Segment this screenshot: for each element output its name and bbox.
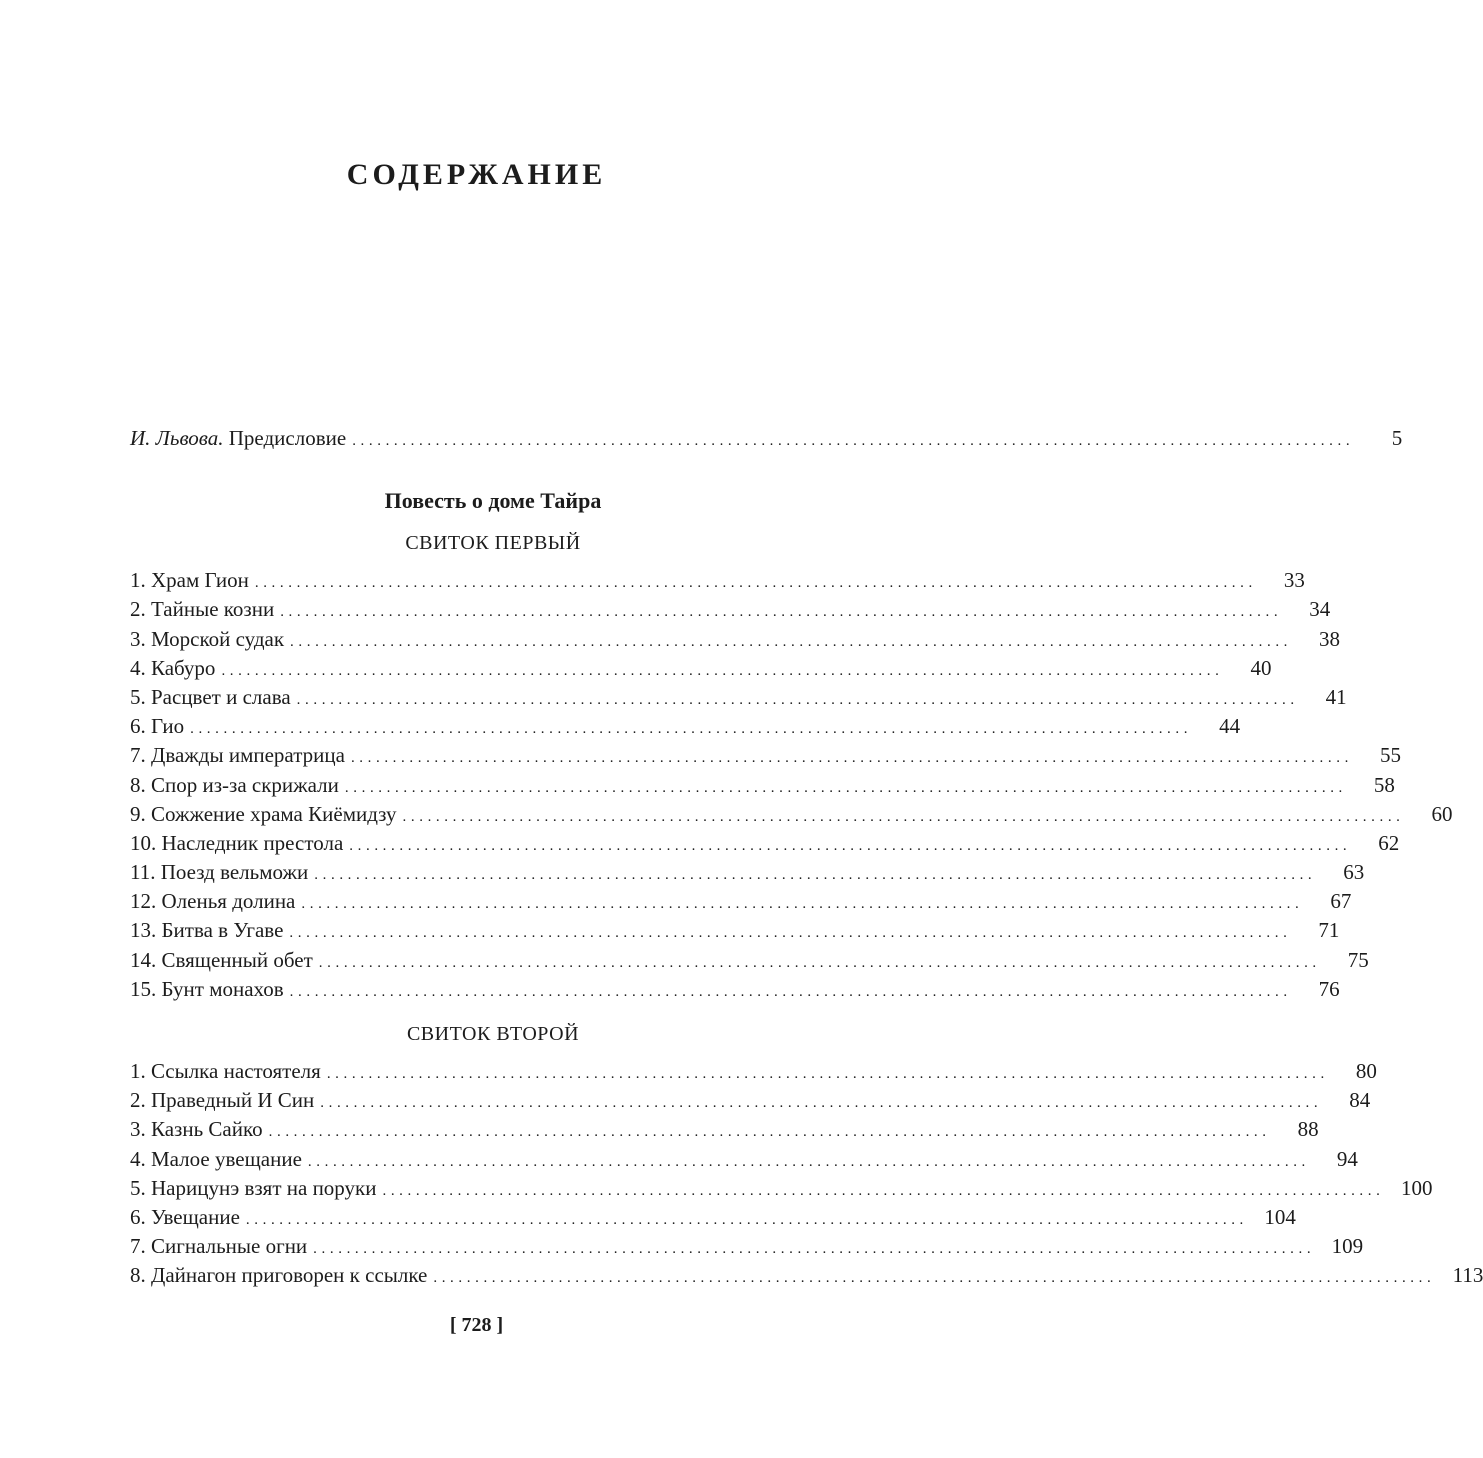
dot-leader: ........................................................................................................................ — [320, 1095, 1323, 1112]
toc-entry-page: 104 — [1264, 1204, 1296, 1229]
toc-entry-label: 4. Кабуро — [130, 655, 216, 680]
toc-entry-page: 62 — [1378, 830, 1400, 855]
dot-leader: ........................................................................................................................ — [349, 837, 1352, 854]
toc-entry-page: 84 — [1349, 1088, 1371, 1113]
toc-entry-label: 3. Казнь Сайко — [130, 1117, 263, 1142]
toc-entry-label: 7. Сигнальные огни — [130, 1234, 308, 1259]
toc-entry-page: 40 — [1250, 655, 1272, 680]
toc-entry — [130, 1174, 1433, 1203]
toc-entry — [130, 1261, 1483, 1290]
toc-entry-page: 44 — [1219, 714, 1241, 739]
toc-entry-label: 15. Бунт монахов — [130, 976, 284, 1001]
toc-entry-label: 4. Малое увещание — [130, 1146, 302, 1171]
preface-title: Предисловие — [223, 426, 347, 450]
toc-entry — [130, 1115, 1319, 1144]
toc-entry — [130, 1057, 1377, 1086]
toc-entry-page: 60 — [1431, 801, 1453, 826]
dot-leader: ........................................................................................................................ — [352, 433, 1355, 449]
dot-leader: ........................................................................................................................ — [245, 1211, 1248, 1228]
toc-entry — [130, 595, 1331, 624]
toc-entry-page: 75 — [1347, 947, 1369, 972]
toc-entry — [130, 975, 1340, 1004]
toc-entry-label: 14. Священный обет — [130, 947, 313, 972]
toc-entry-label: 10. Наследник престола — [130, 830, 344, 855]
toc-entry-preface — [130, 424, 1403, 453]
dot-leader: ........................................................................................................................ — [402, 808, 1405, 825]
dot-leader: ........................................................................................................................ — [344, 779, 1347, 796]
toc-entry-label: 1. Храм Гион — [130, 568, 249, 593]
toc-entry — [130, 771, 1395, 800]
dot-leader: ........................................................................................................................ — [382, 1182, 1385, 1199]
toc-entry-page: 63 — [1343, 860, 1365, 885]
toc-entry-label: 2. Тайные козни — [130, 597, 275, 622]
toc-entry — [130, 916, 1340, 945]
preface-author: И. Львова. — [130, 426, 224, 450]
page-title: СОДЕРЖАНИЕ — [346, 158, 607, 191]
toc-entry — [130, 683, 1347, 712]
dot-leader: ........................................................................................................................ — [280, 604, 1283, 621]
dot-leader: ........................................................................................................................ — [314, 867, 1317, 884]
dot-leader: ........................................................................................................................ — [301, 896, 1304, 913]
dot-leader: ........................................................................................................................ — [221, 662, 1224, 679]
dot-leader: ........................................................................................................................ — [313, 1241, 1316, 1258]
toc-entry — [130, 654, 1272, 683]
toc-entry — [130, 566, 1305, 595]
toc-entry — [130, 946, 1369, 975]
dot-leader: ........................................................................................................................ — [290, 633, 1293, 650]
dot-leader: ........................................................................................................................ — [289, 925, 1292, 942]
toc-entry-page: 100 — [1400, 1175, 1433, 1200]
scroll-heading-first: СВИТОК ПЕРВЫЙ — [405, 532, 581, 555]
toc-entry-label: 11. Поезд вельможи — [130, 860, 309, 885]
dot-leader: ........................................................................................................................ — [318, 954, 1321, 971]
toc-entry-label: 12. Оленья долина — [130, 889, 296, 914]
toc-entry-page: 41 — [1325, 684, 1347, 709]
toc-entry — [130, 625, 1341, 654]
dot-leader: ........................................................................................................................ — [254, 575, 1257, 592]
toc-entry-label: 5. Расцвет и слава — [130, 684, 291, 709]
table-of-contents — [130, 424, 1483, 1291]
toc-entry — [130, 1203, 1296, 1232]
toc-entry — [130, 800, 1453, 829]
toc-entry — [130, 1232, 1364, 1261]
toc-entry-label: 9. Сожжение храма Киёмидзу — [130, 801, 397, 826]
toc-entry — [130, 1145, 1358, 1174]
toc-entry-label: 3. Морской судак — [130, 626, 285, 651]
toc-entry-page: 5 — [1391, 426, 1403, 450]
page-number: [ 728 ] — [449, 1314, 504, 1336]
toc-entry-label: 6. Увещание — [130, 1204, 240, 1229]
toc-entry — [130, 741, 1401, 770]
toc-entry-label: 13. Битва в Угаве — [130, 918, 284, 943]
dot-leader: ........................................................................................................................ — [289, 983, 1292, 1000]
scroll-heading-second: СВИТОК ВТОРОЙ — [406, 1023, 580, 1045]
toc-entry-label — [130, 424, 352, 453]
toc-entry-page: 76 — [1318, 976, 1340, 1001]
toc-entry-label: 5. Нарицунэ взят на поруки — [130, 1175, 377, 1200]
toc-entry-page: 67 — [1330, 889, 1352, 914]
dot-leader: ........................................................................................................................ — [433, 1270, 1436, 1287]
toc-entry — [130, 858, 1365, 887]
toc-entry-page: 58 — [1373, 772, 1395, 797]
toc-entry — [130, 712, 1241, 741]
toc-entry-page: 33 — [1283, 568, 1305, 593]
toc-entry-page: 55 — [1379, 743, 1401, 768]
toc-entry-label: 1. Ссылка настоятеля — [130, 1059, 321, 1083]
toc-entry — [130, 887, 1352, 916]
scroll-first-list — [130, 566, 1453, 1004]
toc-entry-label: 8. Дайнагон приговорен к ссылке — [130, 1263, 428, 1288]
toc-entry-page: 34 — [1309, 597, 1331, 622]
toc-entry-label: 6. Гио — [130, 714, 185, 739]
book-title: Повесть о доме Тайра — [384, 488, 602, 514]
toc-entry — [130, 829, 1400, 858]
toc-entry-page: 94 — [1336, 1146, 1358, 1171]
dot-leader: ........................................................................................................................ — [350, 750, 1353, 767]
dot-leader: ........................................................................................................................ — [190, 721, 1193, 738]
toc-entry-page: 88 — [1297, 1117, 1319, 1142]
toc-entry-label: 8. Спор из-за скрижали — [130, 772, 339, 797]
toc-entry-page: 113 — [1452, 1263, 1483, 1288]
scroll-second-list — [130, 1057, 1483, 1291]
toc-entry — [130, 1086, 1371, 1115]
dot-leader: ........................................................................................................................ — [296, 691, 1299, 708]
dot-leader: ........................................................................................................................ — [307, 1153, 1310, 1170]
toc-entry-label: 2. Праведный И Син — [130, 1088, 315, 1113]
toc-entry-page: 80 — [1355, 1059, 1377, 1083]
toc-entry-page: 109 — [1331, 1234, 1364, 1259]
toc-entry-page: 38 — [1319, 626, 1341, 651]
dot-leader: ........................................................................................................................ — [326, 1066, 1329, 1082]
toc-entry-label: 7. Дважды императрица — [130, 743, 345, 768]
dot-leader: ........................................................................................................................ — [268, 1124, 1271, 1141]
toc-entry-page: 71 — [1318, 918, 1340, 943]
